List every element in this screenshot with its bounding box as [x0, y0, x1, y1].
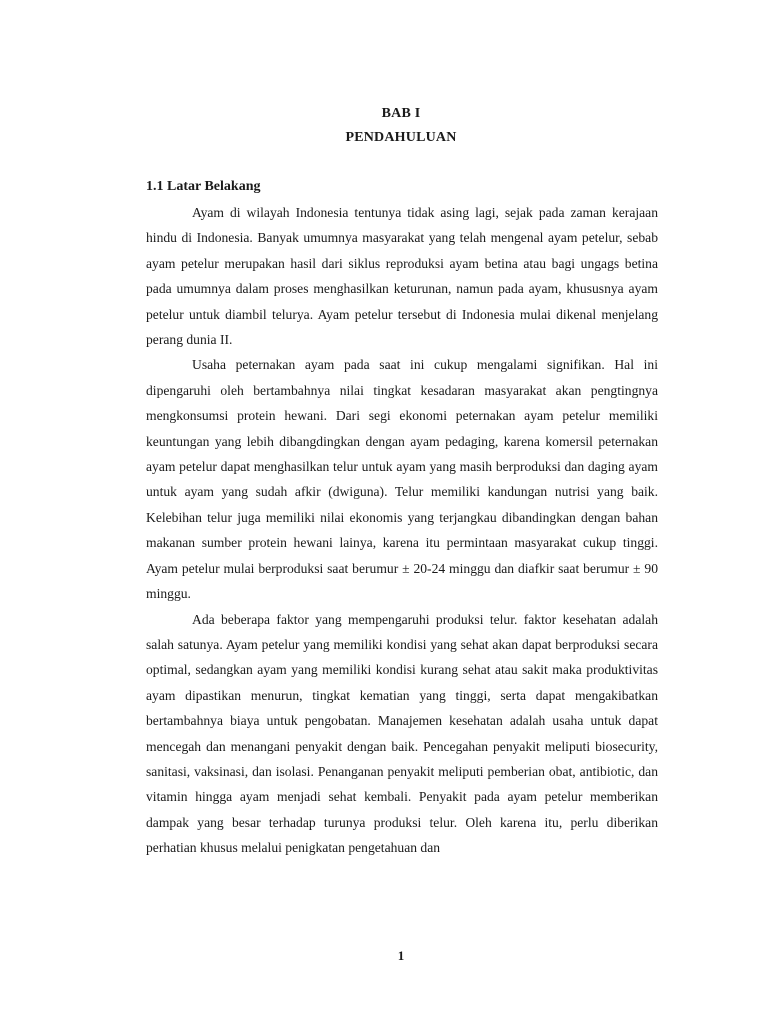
- page-number: 1: [397, 948, 405, 963]
- chapter-number: BAB I: [381, 106, 421, 121]
- paragraph-1: Ayam di wilayah Indonesia tentunya tidak asing lagi, sejak pada zaman kerajaan hindu di Indonesia. Banyak umumnya masyarakat yang telah mengenal ayam petelur, sebab ayam petelur merupakan hasil dari siklus reproduksi ayam betina atau bagi ungags betina pada umumnya dalam proses menghasilkan keturunan, namun pada ayam, khususnya ayam petelur untuk diambil telurya. Ayam petelur tersebut di Indonesia mulai dikenal menjelang perang dunia II.: [146, 205, 658, 348]
- body-text: [146, 200, 658, 861]
- paragraph-3: Ada beberapa faktor yang mempengaruhi produksi telur. faktor kesehatan adalah salah satunya. Ayam petelur yang memiliki kondisi yang sehat akan dapat berproduksi secara optimal, sedangkan ayam yang memiliki kondisi kurang sehat atau sakit maka produktivitas ayam dipastikan menurun, tingkat kematian yang tinggi, serta dapat mengakibatkan bertambahnya biaya untuk pengobatan. Manajemen kesehatan adalah usaha untuk dapat mencegah dan menangani penyakit dengan baik. Pencegahan penyakit meliputi biosecurity, sanitasi, vaksinasi, dan isolasi. Penanganan penyakit meliputi pemberian obat, antibiotic, dan vitamin hingga ayam menjadi sehat kembali. Penyakit pada ayam petelur memberikan dampak yang besar terhadap turunya produksi telur. Oleh karena itu, perlu diberikan perhatian khusus melalui penigkatan pengetahuan dan: [146, 611, 658, 856]
- paragraph-2: Usaha peternakan ayam pada saat ini cukup mengalami signifikan. Hal ini dipengaruhi oleh bertambahnya nilai tingkat kesadaran masyarakat akan pengtingnya mengkonsumsi protein hewani. Dari segi ekonomi peternakan ayam petelur memiliki keuntungan yang lebih dibangdingkan dengan ayam pedaging, karena komersil peternakan ayam petelur dapat menghasilkan telur untuk ayam yang masih berproduksi dan daging ayam untuk ayam yang sudah afkir (dwiguna). Telur memiliki kandungan nutrisi yang baik. Kelebihan telur juga memiliki nilai ekonomis yang terjangkau dibandingkan dengan bahan makanan sumber protein hewani lainya, karena itu permintaan masyarakat cukup tinggi. Ayam petelur mulai berproduksi saat berumur ± 20-24 minggu dan diafkir saat berumur ± 90 minggu.: [146, 357, 658, 602]
- section-heading: 1.1 Latar Belakang: [146, 179, 261, 194]
- chapter-title: PENDAHULUAN: [345, 130, 457, 145]
